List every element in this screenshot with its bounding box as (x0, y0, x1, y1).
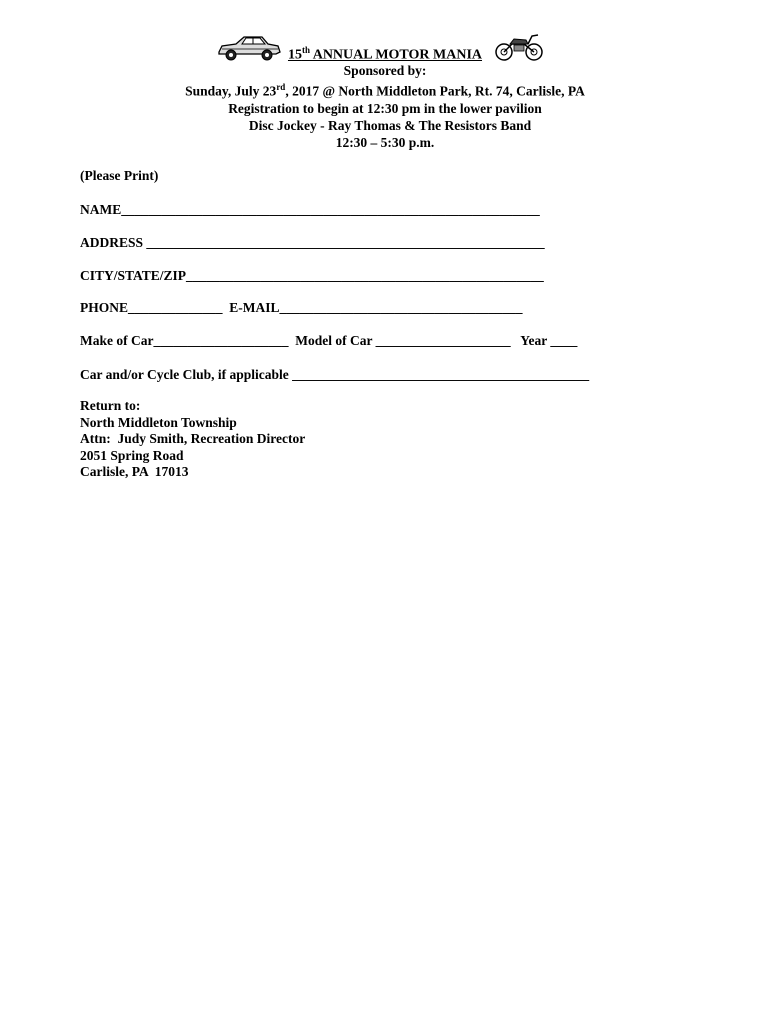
motorcycle-icon (494, 32, 544, 62)
title-row (0, 42, 770, 62)
return-city: Carlisle, PA 17013 (80, 464, 189, 479)
club-field[interactable]: Car and/or Cycle Club, if applicable ____________________________________________ (80, 367, 590, 382)
time-line: 12:30 – 5:30 p.m. (335, 134, 435, 150)
return-label: Return to: (80, 398, 141, 413)
event-title: 15th ANNUAL MOTOR MANIA (287, 45, 483, 63)
name-field[interactable]: NAME______________________________________________________________ (80, 202, 540, 217)
date-location-line: Sunday, July 23rd, 2017 @ North Middleton Park, Rt. 74, Carlisle, PA (185, 82, 585, 99)
disc-jockey-line: Disc Jockey - Ray Thomas & The Resistors Band (248, 117, 532, 133)
address-field[interactable]: ADDRESS ___________________________________________________________ (80, 235, 545, 250)
return-attn: Attn: Judy Smith, Recreation Director (80, 431, 306, 446)
return-org: North Middleton Township (80, 414, 237, 430)
vintage-car-icon (216, 34, 282, 62)
car-make-model-year-field[interactable]: Make of Car____________________ Model of Car ____________________ Year ____ (80, 333, 578, 348)
please-print-note: (Please Print) (80, 168, 159, 183)
registration-line: Registration to begin at 12:30 pm in the lower pavilion (228, 100, 542, 116)
return-street: 2051 Spring Road (80, 447, 184, 463)
event-header (0, 42, 770, 151)
return-address (80, 398, 305, 481)
sponsored-line: Sponsored by: (343, 63, 427, 78)
city-state-zip-field[interactable]: CITY/STATE/ZIP_____________________________________________________ (80, 268, 544, 283)
phone-email-field[interactable]: PHONE______________ E-MAIL____________________________________ (80, 300, 523, 315)
